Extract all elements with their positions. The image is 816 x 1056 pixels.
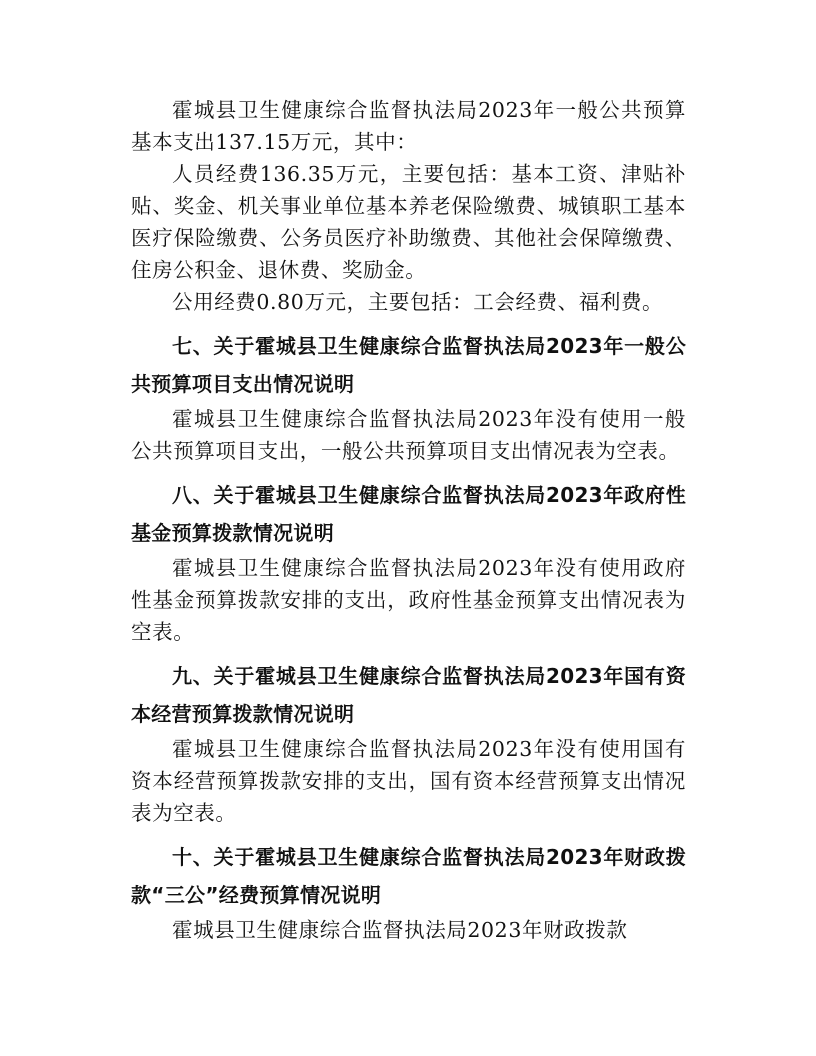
heading-section-7: 七、关于霍城县卫生健康综合监督执法局2023年一般公共预算项目支出情况说明 [131,334,686,396]
paragraph-personnel-expenses: 人员经费136.35万元，主要包括：基本工资、津贴补贴、奖金、机关事业单位基本养老保险缴费、城镇职工基本医疗保险缴费、公务员医疗补助缴费、其他社会保障缴费、住房公积金、退休费、奖励金。 [131,162,686,282]
paragraph-basic-expenditure: 霍城县卫生健康综合监督执法局2023年一般公共预算基本支出137.15万元，其中： [131,98,686,154]
heading-section-10: 十、关于霍城县卫生健康综合监督执法局2023年财政拨款“三公”经费预算情况说明 [131,845,686,907]
paragraph-section-8: 霍城县卫生健康综合监督执法局2023年没有使用政府性基金预算拨款安排的支出，政府性基金预算支出情况表为空表。 [131,556,686,644]
heading-section-9: 九、关于霍城县卫生健康综合监督执法局2023年国有资本经营预算拨款情况说明 [131,664,686,726]
paragraph-section-10: 霍城县卫生健康综合监督执法局2023年财政拨款 [172,918,628,942]
document-body [131,94,686,946]
paragraph-public-expenses: 公用经费0.80万元，主要包括：工会经费、福利费。 [172,290,664,314]
paragraph-section-7: 霍城县卫生健康综合监督执法局2023年没有使用一般公共预算项目支出，一般公共预算项目支出情况表为空表。 [131,407,686,463]
paragraph-section-9: 霍城县卫生健康综合监督执法局2023年没有使用国有资本经营预算拨款安排的支出，国有资本经营预算支出情况表为空表。 [131,737,686,825]
heading-section-8: 八、关于霍城县卫生健康综合监督执法局2023年政府性基金预算拨款情况说明 [131,483,686,545]
